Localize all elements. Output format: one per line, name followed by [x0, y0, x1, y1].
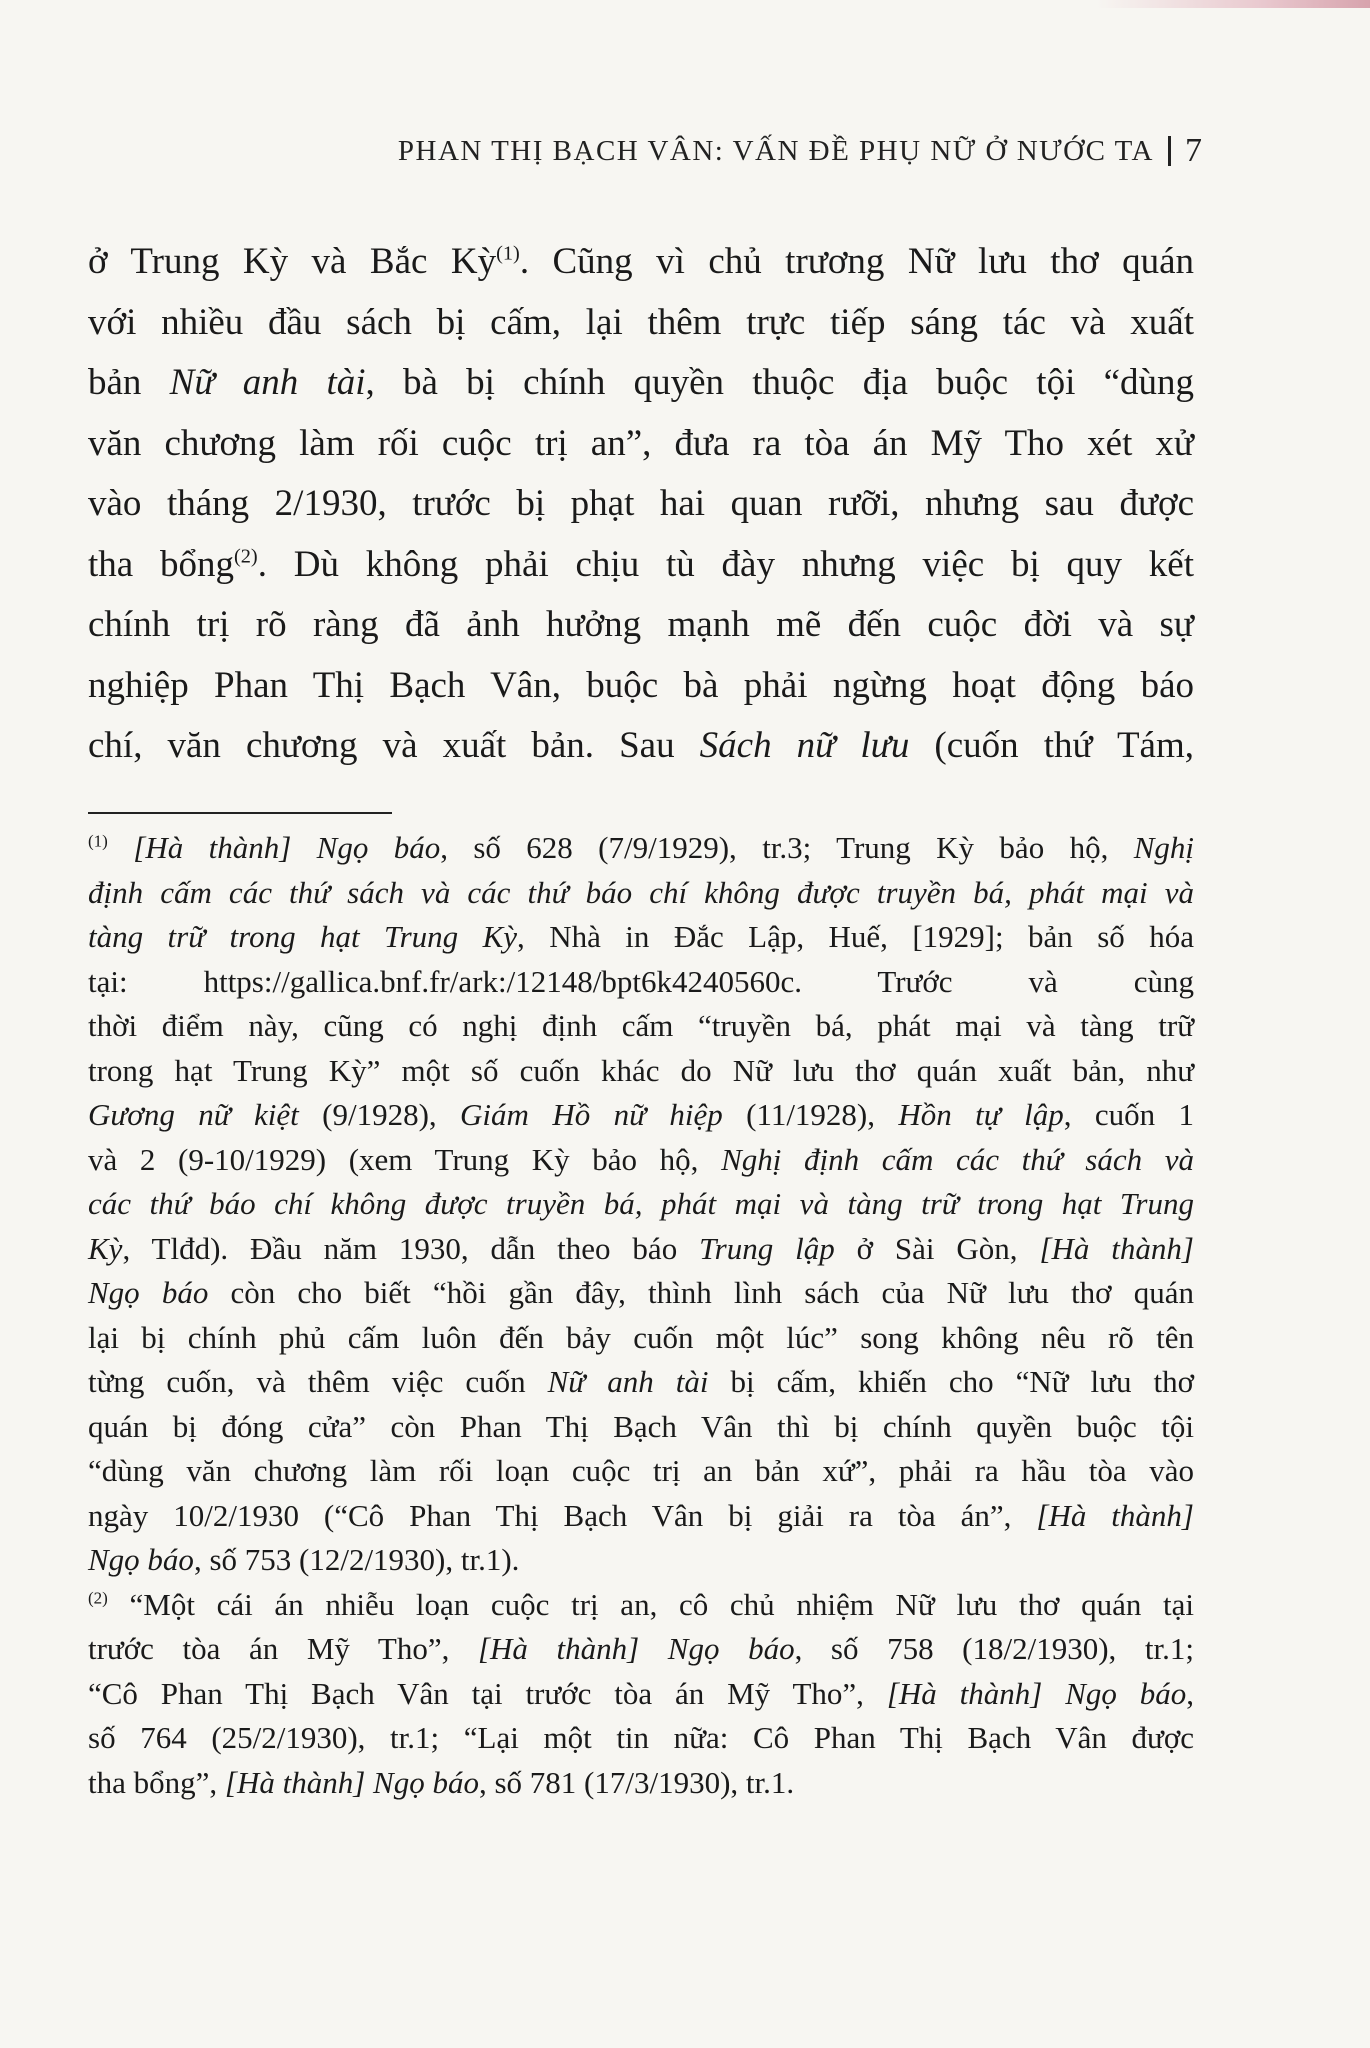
- footnote-1-line: $^{(1)}$ [Hà thành] Ngọ báo, số 628 (7/9/1929), tr.3; Trung Kỳ bảo hộ, Nghị: [88, 830, 1195, 865]
- footnote-1-line: Kỳ, Tlđd). Đầu năm 1930, dẫn theo báo Trung lập ở Sài Gòn, [Hà thành]: [88, 1230, 1194, 1266]
- body-line: ở Trung Kỳ và Bắc Kỳ$^{(1)}$. Cũng vì chủ trương Nữ lưu thơ quán: [88, 241, 1195, 282]
- main-text: [88, 232, 1194, 777]
- body-line: vào tháng 2/1930, trước bị phạt hai quan rưỡi, nhưng sau được: [88, 483, 1194, 524]
- body-line: chính trị rõ ràng đã ảnh hưởng mạnh mẽ đến cuộc đời và sự: [88, 604, 1194, 645]
- footnote-1-line: từng cuốn, và thêm việc cuốn Nữ anh tài bị cấm, khiến cho “Nữ lưu thơ: [88, 1364, 1194, 1399]
- footnote-1-line: lại bị chính phủ cấm luôn đến bảy cuốn một lúc” song không nêu rõ tên: [88, 1319, 1194, 1355]
- body-line: nghiệp Phan Thị Bạch Vân, buộc bà phải ngừng hoạt động báo: [88, 664, 1194, 706]
- footnote-1-line: Gương nữ kiệt (9/1928), Giám Hồ nữ hiệp (11/1928), Hồn tự lập, cuốn 1: [88, 1097, 1194, 1132]
- footnote-1-line: và 2 (9-10/1929) (xem Trung Kỳ bảo hộ, Nghị định cấm các thứ sách và: [88, 1141, 1194, 1177]
- footnote-1-line: các thứ báo chí không được truyền bá, phát mại và tàng trữ trong hạt Trung: [88, 1186, 1194, 1221]
- footnote-2-line: tha bổng”, [Hà thành] Ngọ báo, số 781 (17/3/1930), tr.1.: [88, 1764, 795, 1800]
- header-separator: [1168, 136, 1171, 166]
- footnote-1-line: Ngọ báo, số 753 (12/2/1930), tr.1).: [88, 1542, 520, 1577]
- footnote-1-line: trong hạt Trung Kỳ” một số cuốn khác do Nữ lưu thơ quán xuất bản, như: [88, 1052, 1194, 1088]
- page-number: 7: [1185, 132, 1202, 169]
- footnote-1-line: tại: https://gallica.bnf.fr/ark:/12148/bpt6k4240560c. Trước và cùng: [88, 963, 1194, 999]
- footnote-2-line: “Cô Phan Thị Bạch Vân tại trước tòa án Mỹ Tho”, [Hà thành] Ngọ báo,: [88, 1675, 1194, 1711]
- footnote-1-line: Ngọ báo còn cho biết “hồi gần đây, thình lình sách của Nữ lưu thơ quán: [88, 1275, 1194, 1310]
- body-line: tha bổng$^{(2)}$. Dù không phải chịu tù đày nhưng việc bị quy kết: [88, 543, 1194, 585]
- body-line: với nhiều đầu sách bị cấm, lại thêm trực tiếp sáng tác và xuất: [88, 301, 1194, 343]
- footnote-1-line: thời điểm này, cũng có nghị định cấm “truyền bá, phát mại và tàng trữ: [88, 1008, 1194, 1043]
- footnote-1-line: quán bị đóng cửa” còn Phan Thị Bạch Vân thì bị chính quyền buộc tội: [88, 1408, 1194, 1444]
- body-line: bản Nữ anh tài, bà bị chính quyền thuộc địa buộc tội “dùng: [88, 362, 1194, 403]
- footnote-ref: (2): [233, 545, 258, 568]
- footnote-mark: (2): [88, 1588, 108, 1608]
- body-line: văn chương làm rối cuộc trị an”, đưa ra tòa án Mỹ Tho xét xử: [88, 422, 1194, 464]
- footnote-1-line: “dùng văn chương làm rối loạn cuộc trị an bản xứ”, phải ra hầu tòa vào: [88, 1453, 1194, 1488]
- footnote-rule: [88, 812, 392, 814]
- body-line: chí, văn chương và xuất bản. Sau Sách nữ lưu (cuốn thứ Tám,: [88, 725, 1194, 766]
- footnote-1-line: ngày 10/2/1930 (“Cô Phan Thị Bạch Vân bị giải ra tòa án”, [Hà thành]: [88, 1497, 1194, 1533]
- footnote-1-line: tàng trữ trong hạt Trung Kỳ, Nhà in Đắc Lập, Huế, [1929]; bản số hóa: [88, 919, 1194, 954]
- footnote-mark: (1): [88, 831, 108, 851]
- footnote-1-line: định cấm các thứ sách và các thứ báo chí không được truyền bá, phát mại và: [88, 874, 1194, 910]
- footnotes: [88, 826, 1194, 1805]
- running-title: PHAN THỊ BẠCH VÂN: VẤN ĐỀ PHỤ NỮ Ở NƯỚC TA: [397, 134, 1154, 167]
- running-header: [398, 132, 1202, 170]
- footnote-ref: (1): [496, 242, 520, 265]
- footnote-2-line: $^{(2)}$ “Một cái án nhiễu loạn cuộc trị an, cô chủ nhiệm Nữ lưu thơ quán tại: [88, 1586, 1194, 1622]
- footnote-2-line: số 764 (25/2/1930), tr.1; “Lại một tin nữa: Cô Phan Thị Bạch Vân được: [88, 1720, 1194, 1755]
- footnote-2-line: trước tòa án Mỹ Tho”, [Hà thành] Ngọ báo, số 758 (18/2/1930), tr.1;: [88, 1631, 1194, 1666]
